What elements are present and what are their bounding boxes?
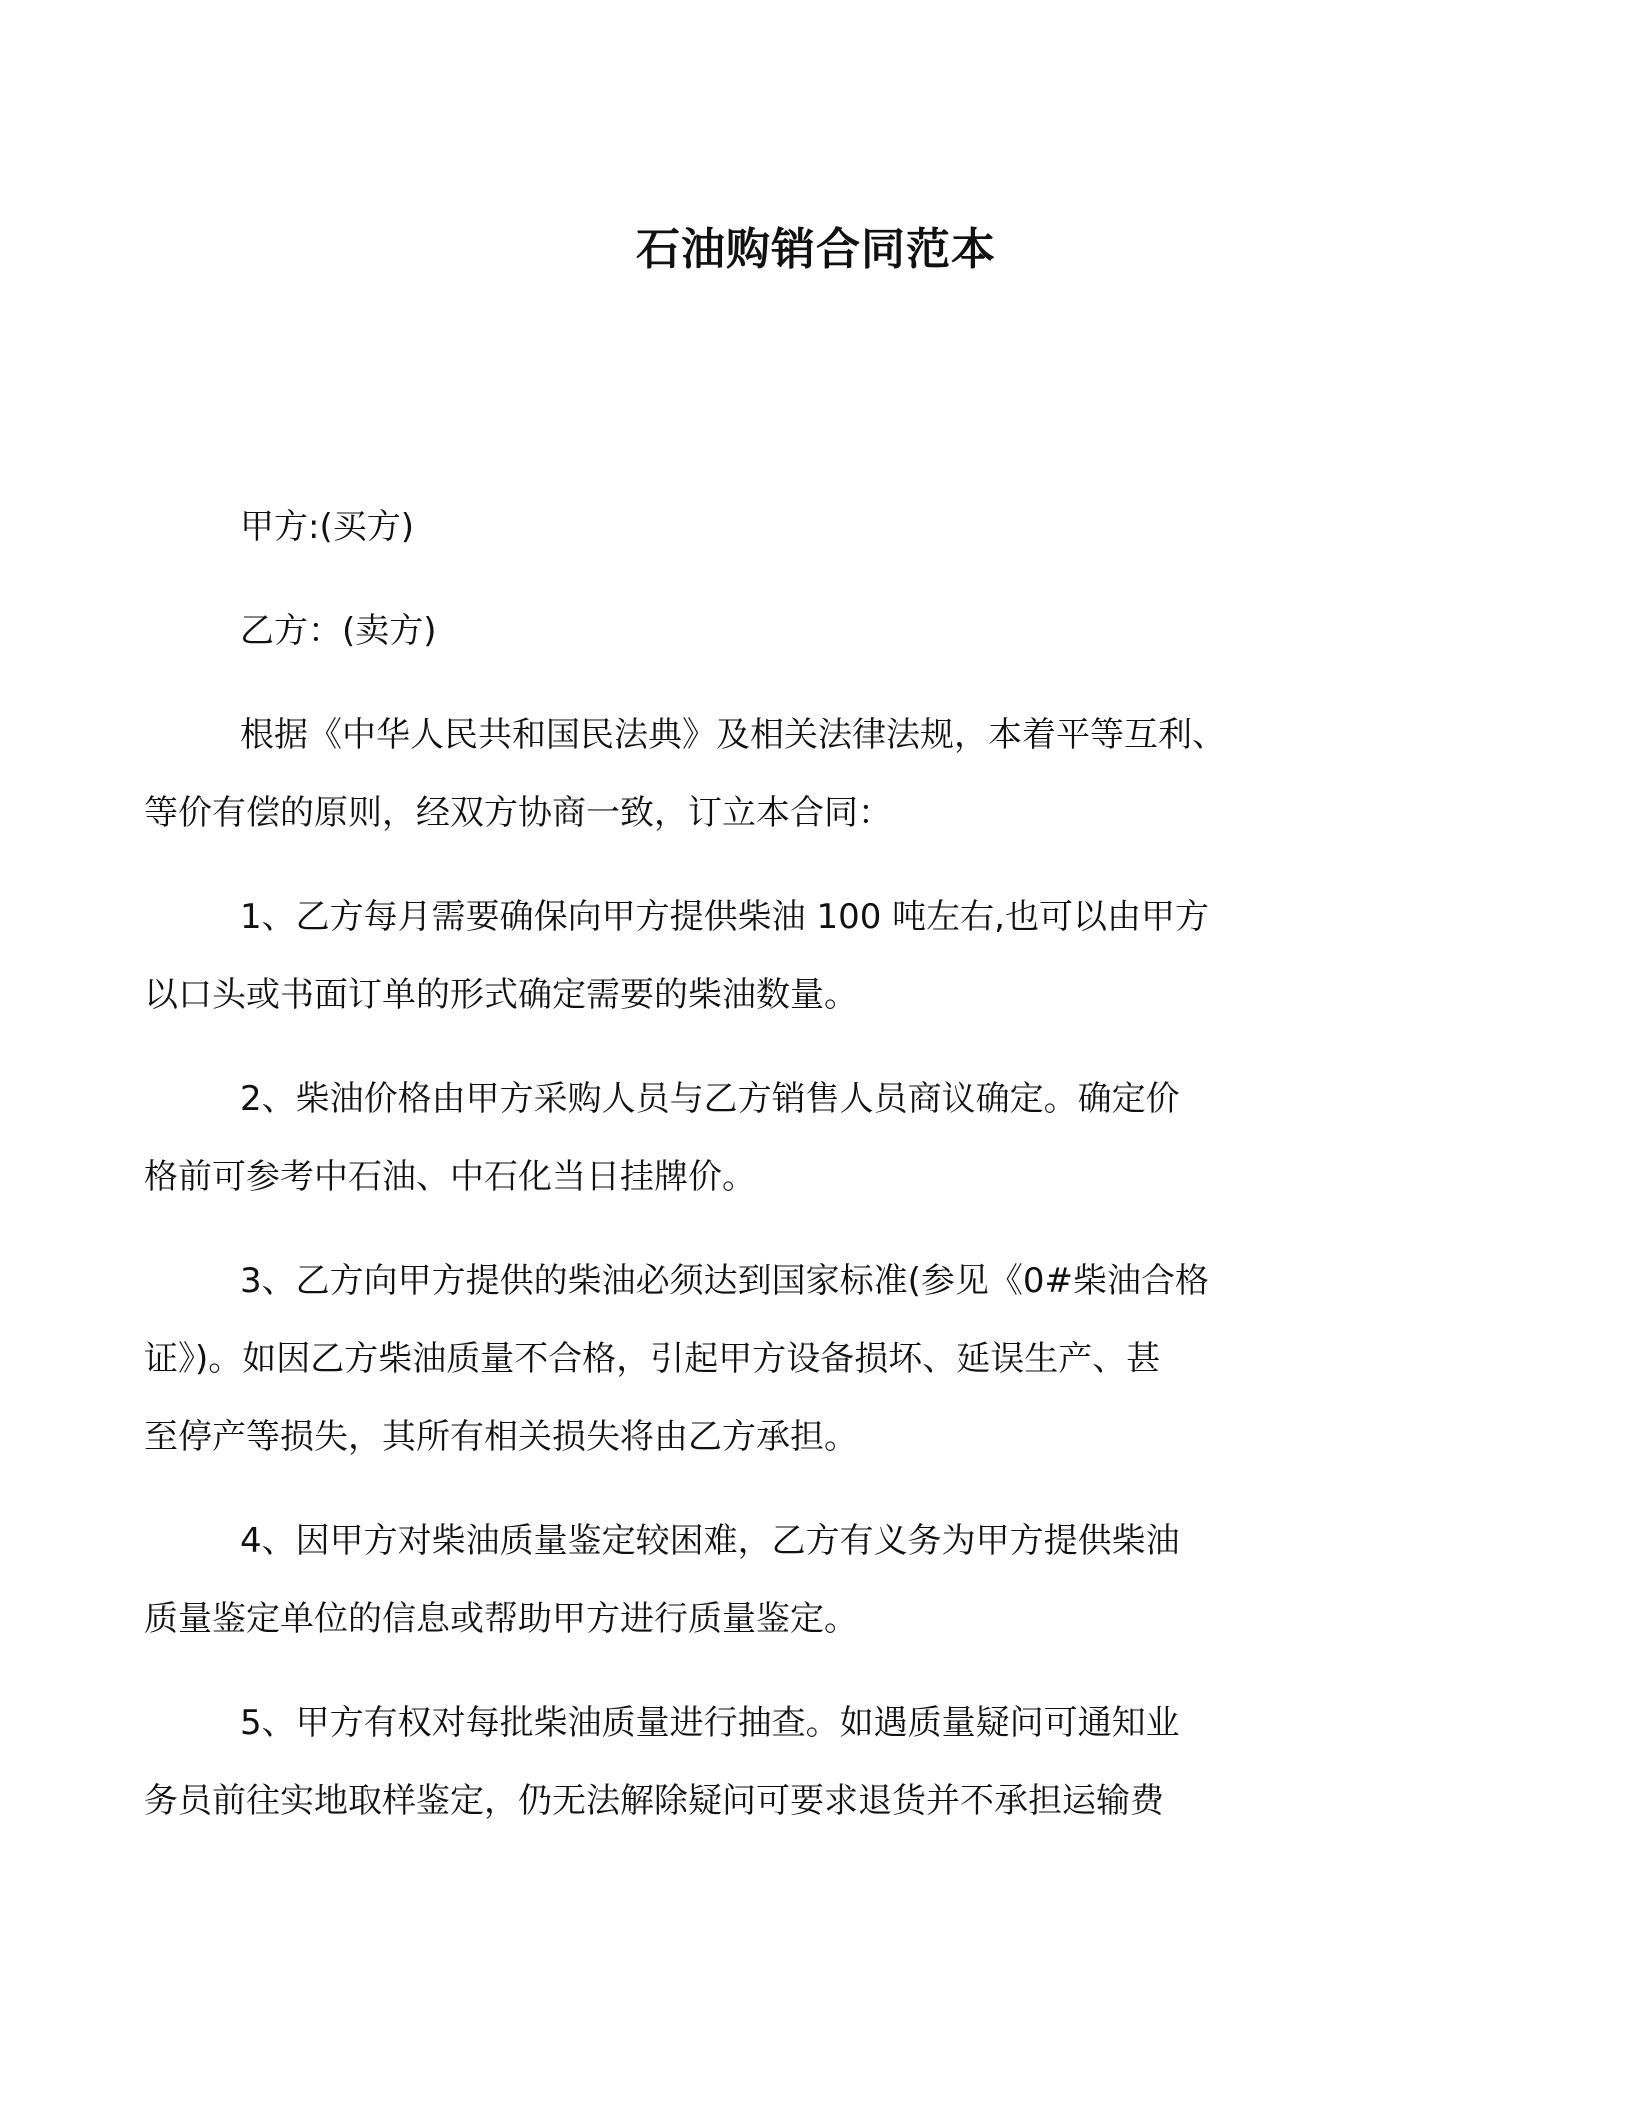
text-line: 1、乙方每月需要确保向甲方提供柴油 100 吨左右,也可以由甲方 — [240, 897, 1209, 937]
text-line: 以口头或书面订单的形式确定需要的柴油数量。 — [144, 975, 858, 1015]
text-line: 根据《中华人民共和国民法典》及相关法律法规，本着平等互利、 — [240, 715, 1226, 755]
text-line: 3、乙方向甲方提供的柴油必须达到国家标准(参见《0#柴油合格 — [240, 1261, 1210, 1301]
clause-1 — [144, 878, 1400, 1034]
clause-3 — [144, 1242, 1400, 1476]
clause-5 — [144, 1684, 1400, 1840]
text-line: 甲方:(买方) — [240, 507, 414, 547]
preamble-paragraph — [144, 696, 1400, 852]
text-line: 5、甲方有权对每批柴油质量进行抽查。如遇质量疑问可通知业 — [240, 1703, 1180, 1743]
text-line: 乙方：(卖方) — [240, 611, 437, 651]
text-line: 2、柴油价格由甲方采购人员与乙方销售人员商议确定。确定价 — [240, 1079, 1180, 1119]
party-b-line — [240, 592, 1400, 670]
clause-4 — [144, 1502, 1400, 1658]
text-line: 等价有偿的原则，经双方协商一致，订立本合同： — [144, 793, 892, 833]
text-line: 证》)。如因乙方柴油质量不合格，引起甲方设备损坏、延误生产、甚 — [144, 1339, 1161, 1379]
text-line: 4、因甲方对柴油质量鉴定较困难，乙方有义务为甲方提供柴油 — [240, 1521, 1180, 1561]
text-line: 格前可参考中石油、中石化当日挂牌价。 — [144, 1157, 756, 1197]
document-title: 石油购销合同范本 — [636, 224, 996, 275]
document-body — [144, 488, 1400, 1866]
text-line: 务员前往实地取样鉴定，仍无法解除疑问可要求退货并不承担运输费 — [144, 1781, 1164, 1821]
clause-2 — [144, 1060, 1400, 1216]
text-line: 至停产等损失，其所有相关损失将由乙方承担。 — [144, 1417, 858, 1457]
text-line: 质量鉴定单位的信息或帮助甲方进行质量鉴定。 — [144, 1599, 858, 1639]
party-a-line — [240, 488, 1400, 566]
